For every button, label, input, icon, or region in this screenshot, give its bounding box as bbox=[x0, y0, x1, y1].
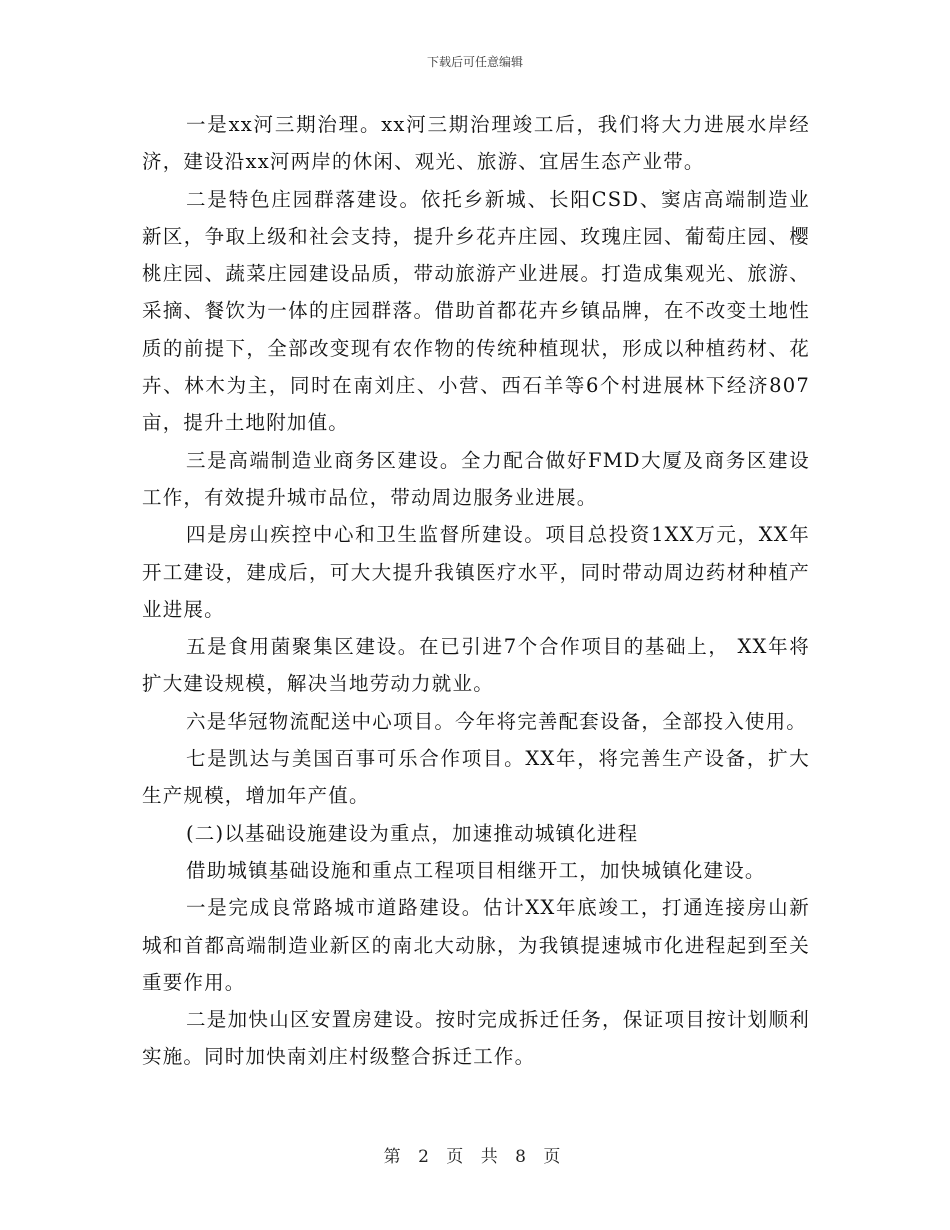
paragraph: 借助城镇基础设施和重点工程项目相继开工，加快城镇化建设。 bbox=[186, 858, 766, 882]
paragraph: 二是加快山区安置房建设。按时完成拆迁任务，保证项目按计划顺利实施。同时加快南刘庄村级整合拆迁工作。 bbox=[142, 1008, 810, 1069]
paragraph: 三是高端制造业商务区建设。全力配合做好FMD大厦及商务区建设工作，有效提升城市品位，带动周边服务业进展。 bbox=[142, 448, 810, 509]
page-number: 第 2 页 共 8 页 bbox=[383, 1147, 567, 1167]
page-header: 下载后可任意编辑 bbox=[426, 55, 523, 69]
paragraph: 二是特色庄园群落建设。依托乡新城、长阳CSD、窦店高端制造业新区，争取上级和社会支持，提升乡花卉庄园、玫瑰庄园、葡萄庄园、樱桃庄园、蔬菜庄园建设品质，带动旅游产业进展。打造成集观光、旅游、采摘、餐饮为一体的庄园群落。借助首都花卉乡镇品牌，在不改变土地性质的前提下，全部改变现有农作物的传统种植现状，形成以种植药材、花卉、林木为主，同时在南刘庄、小营、西石羊等6个村进展林下经济807亩，提升土地附加值。 bbox=[142, 187, 810, 435]
paragraph: 六是华冠物流配送中心项目。今年将完善配套设备，全部投入使用。 bbox=[186, 709, 808, 733]
document-body bbox=[142, 106, 810, 1076]
paragraph: 四是房山疾控中心和卫生监督所建设。项目总投资1XX万元，XX年开工建设，建成后，可大大提升我镇医疗水平，同时带动周边药材种植产业进展。 bbox=[142, 523, 810, 621]
paragraph: 七是凯达与美国百事可乐合作项目。XX年，将完善生产设备，扩大生产规模，增加年产值。 bbox=[142, 747, 810, 808]
paragraph: 一是完成良常路城市道路建设。估计XX年底竣工，打通连接房山新城和首都高端制造业新区的南北大动脉，为我镇提速城市化进程起到至关重要作用。 bbox=[142, 896, 810, 994]
paragraph: 一是xx河三期治理。xx河三期治理竣工后，我们将大力进展水岸经济，建设沿xx河两岸的休闲、观光、旅游、宜居生态产业带。 bbox=[142, 113, 810, 174]
paragraph: 五是食用菌聚集区建设。在已引进7个合作项目的基础上， XX年将扩大建设规模，解决当地劳动力就业。 bbox=[142, 635, 810, 696]
section-heading: (二)以基础设施建设为重点，加速推动城镇化进程 bbox=[186, 821, 639, 845]
